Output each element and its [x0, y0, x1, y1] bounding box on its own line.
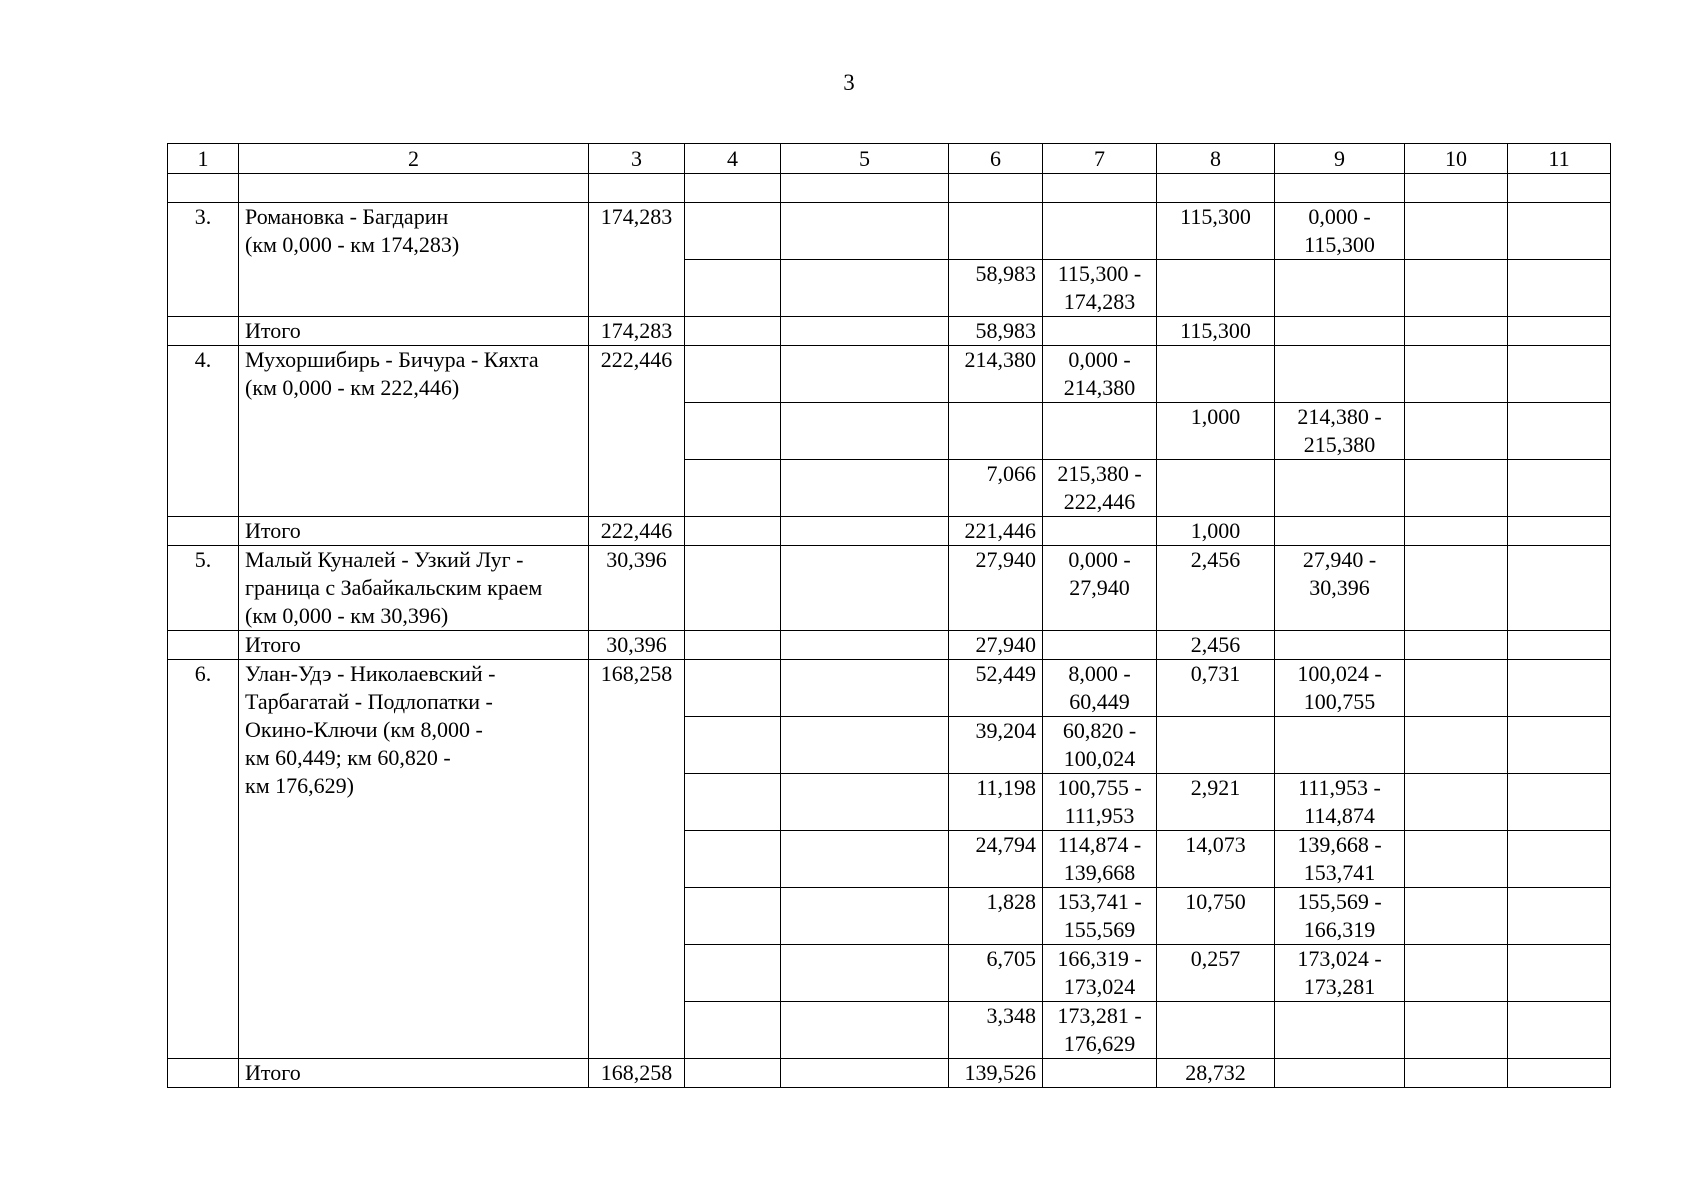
- col8-length: 2,921: [1157, 774, 1275, 831]
- col6-length: 7,066: [949, 460, 1043, 517]
- col6-length: 27,940: [949, 546, 1043, 631]
- cell-line: 114,874 -: [1057, 832, 1142, 857]
- cell-line: 114,874: [1304, 803, 1375, 828]
- col5-cell: [781, 517, 949, 546]
- section-row: [168, 346, 1611, 403]
- col11-cell: [1508, 1059, 1611, 1088]
- col4-cell: [685, 1059, 781, 1088]
- cell-line: 215,380 -: [1057, 461, 1142, 486]
- col7-range: [1043, 460, 1157, 517]
- header-cell: 9: [1275, 144, 1405, 174]
- col4-cell: [685, 317, 781, 346]
- col5-cell: [781, 945, 949, 1002]
- total-row: [168, 517, 1611, 546]
- header-cell: 3: [589, 144, 685, 174]
- cell-line: 115,300 -: [1057, 261, 1142, 286]
- cell-line: 166,319 -: [1057, 946, 1142, 971]
- col8-length: 2,456: [1157, 546, 1275, 631]
- col5-cell: [781, 260, 949, 317]
- total-row: [168, 1059, 1611, 1088]
- col9-cell: [1275, 631, 1405, 660]
- col11-cell: [1508, 717, 1611, 774]
- col11-cell: [1508, 460, 1611, 517]
- cell-line: 60,449: [1069, 689, 1130, 714]
- col4-cell: [685, 517, 781, 546]
- header-cell: 6: [949, 144, 1043, 174]
- section-number: 4.: [168, 346, 239, 517]
- cell-line: 139,668: [1063, 860, 1136, 885]
- total-row: [168, 631, 1611, 660]
- col5-cell: [781, 203, 949, 260]
- road-name: [239, 203, 589, 317]
- header-row: [168, 144, 1611, 174]
- col8-length: 115,300: [1157, 203, 1275, 260]
- cell-line: 0,000 -: [1068, 547, 1131, 572]
- col9-range: [1275, 203, 1405, 260]
- col4-cell: [685, 831, 781, 888]
- total-length: 30,396: [589, 631, 685, 660]
- col5-cell: [781, 774, 949, 831]
- col8-length: 0,731: [1157, 660, 1275, 717]
- header-cell: 8: [1157, 144, 1275, 174]
- total-label: Итого: [239, 317, 589, 346]
- total-col8: 115,300: [1157, 317, 1275, 346]
- total-label: Итого: [239, 631, 589, 660]
- col8-length: 1,000: [1157, 403, 1275, 460]
- col11-cell: [1508, 774, 1611, 831]
- col9-range: [1275, 460, 1405, 517]
- col8-length: [1157, 460, 1275, 517]
- col9-range: [1275, 831, 1405, 888]
- col10-cell: [1405, 403, 1508, 460]
- col7-range: [1043, 546, 1157, 631]
- road-length: 174,283: [589, 203, 685, 317]
- total-col6: 58,983: [949, 317, 1043, 346]
- total-length: 222,446: [589, 517, 685, 546]
- col10-cell: [1405, 660, 1508, 717]
- col7-cell: [1043, 317, 1157, 346]
- cell-line: (км 0,000 - км 30,396): [245, 603, 449, 628]
- col9-cell: [1275, 1059, 1405, 1088]
- col7-range: [1043, 774, 1157, 831]
- col6-length: 11,198: [949, 774, 1043, 831]
- header-cell: 4: [685, 144, 781, 174]
- total-col8: 2,456: [1157, 631, 1275, 660]
- col11-cell: [1508, 831, 1611, 888]
- col6-length: 39,204: [949, 717, 1043, 774]
- cell-line: граница с Забайкальским краем: [245, 575, 543, 600]
- total-num-cell: [168, 1059, 239, 1088]
- col10-cell: [1405, 546, 1508, 631]
- col9-cell: [1275, 517, 1405, 546]
- col5-cell: [781, 1002, 949, 1059]
- col11-cell: [1508, 260, 1611, 317]
- total-num-cell: [168, 317, 239, 346]
- col7-range: [1043, 660, 1157, 717]
- col5-cell: [781, 317, 949, 346]
- col7-cell: [1043, 1059, 1157, 1088]
- cell-line: 27,940 -: [1302, 547, 1377, 572]
- col10-cell: [1405, 346, 1508, 403]
- col8-length: [1157, 717, 1275, 774]
- section-row: [168, 203, 1611, 260]
- col6-length: [949, 403, 1043, 460]
- col10-cell: [1405, 945, 1508, 1002]
- col11-cell: [1508, 517, 1611, 546]
- section-number: 5.: [168, 546, 239, 631]
- total-label: Итого: [239, 517, 589, 546]
- col5-cell: [781, 346, 949, 403]
- total-label: Итого: [239, 1059, 589, 1088]
- cell-line: 100,024: [1063, 746, 1136, 771]
- cell-line: (км 0,000 - км 174,283): [245, 232, 460, 257]
- section-row: [168, 660, 1611, 717]
- col4-cell: [685, 203, 781, 260]
- col7-range: [1043, 403, 1157, 460]
- col10-cell: [1405, 1059, 1508, 1088]
- cell-line: 215,380: [1303, 432, 1376, 457]
- col4-cell: [685, 888, 781, 945]
- col10-cell: [1405, 517, 1508, 546]
- road-name: [239, 660, 589, 1059]
- cell-line: Малый Куналей - Узкий Луг -: [245, 547, 524, 572]
- col6-length: 1,828: [949, 888, 1043, 945]
- cell-line: 173,024: [1063, 974, 1136, 999]
- cell-line: 153,741: [1303, 860, 1376, 885]
- cell-line: 111,953: [1064, 803, 1135, 828]
- cell-line: 27,940: [1069, 575, 1130, 600]
- col9-range: [1275, 717, 1405, 774]
- col4-cell: [685, 260, 781, 317]
- total-num-cell: [168, 517, 239, 546]
- col4-cell: [685, 774, 781, 831]
- cell-line: 100,024 -: [1297, 661, 1382, 686]
- cell-line: Тарбагатай - Подлопатки -: [245, 689, 493, 714]
- total-length: 168,258: [589, 1059, 685, 1088]
- total-col6: 221,446: [949, 517, 1043, 546]
- col7-range: [1043, 717, 1157, 774]
- cell-line: 0,000 -: [1068, 347, 1131, 372]
- col4-cell: [685, 546, 781, 631]
- col11-cell: [1508, 888, 1611, 945]
- col10-cell: [1405, 260, 1508, 317]
- col5-cell: [781, 631, 949, 660]
- col5-cell: [781, 888, 949, 945]
- cell-line: км 60,449; км 60,820 -: [245, 745, 451, 770]
- col11-cell: [1508, 660, 1611, 717]
- col10-cell: [1405, 1002, 1508, 1059]
- cell-line: 100,755 -: [1057, 775, 1142, 800]
- col7-range: [1043, 260, 1157, 317]
- col4-cell: [685, 660, 781, 717]
- col6-length: 24,794: [949, 831, 1043, 888]
- blank-row: [168, 174, 1611, 203]
- col9-range: [1275, 546, 1405, 631]
- col9-range: [1275, 660, 1405, 717]
- col4-cell: [685, 631, 781, 660]
- road-length: 168,258: [589, 660, 685, 1059]
- section-row: [168, 546, 1611, 631]
- cell-line: 155,569: [1063, 917, 1136, 942]
- col10-cell: [1405, 717, 1508, 774]
- col8-length: [1157, 346, 1275, 403]
- col7-range: [1043, 945, 1157, 1002]
- col11-cell: [1508, 631, 1611, 660]
- col5-cell: [781, 831, 949, 888]
- col7-range: [1043, 1002, 1157, 1059]
- header-cell: 1: [168, 144, 239, 174]
- cell-line: Улан-Удэ - Николаевский -: [245, 661, 496, 686]
- cell-line: 174,283: [1063, 289, 1136, 314]
- cell-line: 60,820 -: [1062, 718, 1137, 743]
- col5-cell: [781, 660, 949, 717]
- col8-length: [1157, 260, 1275, 317]
- col8-length: 0,257: [1157, 945, 1275, 1002]
- cell-line: 153,741 -: [1057, 889, 1142, 914]
- col7-range: [1043, 346, 1157, 403]
- cell-line: 214,380 -: [1297, 404, 1382, 429]
- col9-range: [1275, 260, 1405, 317]
- col10-cell: [1405, 831, 1508, 888]
- cell-line: 176,629: [1063, 1031, 1136, 1056]
- col7-range: [1043, 831, 1157, 888]
- header-cell: 11: [1508, 144, 1611, 174]
- col4-cell: [685, 460, 781, 517]
- col6-length: 3,348: [949, 1002, 1043, 1059]
- road-length: 222,446: [589, 346, 685, 517]
- col9-cell: [1275, 317, 1405, 346]
- total-num-cell: [168, 631, 239, 660]
- total-row: [168, 317, 1611, 346]
- col7-range: [1043, 203, 1157, 260]
- col9-range: [1275, 346, 1405, 403]
- col10-cell: [1405, 460, 1508, 517]
- page-number: 3: [843, 70, 855, 95]
- col11-cell: [1508, 203, 1611, 260]
- total-length: 174,283: [589, 317, 685, 346]
- col9-range: [1275, 945, 1405, 1002]
- total-col8: 1,000: [1157, 517, 1275, 546]
- header-cell: 5: [781, 144, 949, 174]
- cell-line: 100,755: [1303, 689, 1376, 714]
- col4-cell: [685, 717, 781, 774]
- road-name: [239, 346, 589, 517]
- cell-line: (км 0,000 - км 222,446): [245, 375, 460, 400]
- road-name: [239, 546, 589, 631]
- col8-length: 10,750: [1157, 888, 1275, 945]
- cell-line: 173,281: [1303, 974, 1376, 999]
- col5-cell: [781, 546, 949, 631]
- col4-cell: [685, 945, 781, 1002]
- cell-line: 8,000 -: [1068, 661, 1131, 686]
- cell-line: 111,953 -: [1298, 775, 1381, 800]
- col9-range: [1275, 888, 1405, 945]
- cell-line: 173,281 -: [1057, 1003, 1142, 1028]
- total-col8: 28,732: [1157, 1059, 1275, 1088]
- cell-line: 139,668 -: [1297, 832, 1382, 857]
- total-col6: 27,940: [949, 631, 1043, 660]
- col9-range: [1275, 774, 1405, 831]
- col9-range: [1275, 1002, 1405, 1059]
- col6-length: 52,449: [949, 660, 1043, 717]
- cell-line: Романовка - Багдарин: [245, 204, 449, 229]
- col4-cell: [685, 346, 781, 403]
- header-cell: 10: [1405, 144, 1508, 174]
- col9-range: [1275, 403, 1405, 460]
- road-length: 30,396: [589, 546, 685, 631]
- cell-line: 173,024 -: [1297, 946, 1382, 971]
- road-sections-table: [167, 143, 1611, 1088]
- cell-line: Мухоршибирь - Бичура - Кяхта: [245, 347, 539, 372]
- section-number: 3.: [168, 203, 239, 317]
- col6-length: 58,983: [949, 260, 1043, 317]
- col8-length: 14,073: [1157, 831, 1275, 888]
- col11-cell: [1508, 403, 1611, 460]
- col5-cell: [781, 717, 949, 774]
- col10-cell: [1405, 888, 1508, 945]
- col4-cell: [685, 403, 781, 460]
- col11-cell: [1508, 346, 1611, 403]
- col11-cell: [1508, 317, 1611, 346]
- cell-line: 166,319: [1303, 917, 1376, 942]
- col4-cell: [685, 1002, 781, 1059]
- cell-line: 30,396: [1309, 575, 1370, 600]
- cell-line: 115,300: [1304, 232, 1375, 257]
- col8-length: [1157, 1002, 1275, 1059]
- cell-line: 214,380: [1063, 375, 1136, 400]
- header-cell: 2: [239, 144, 589, 174]
- cell-line: 222,446: [1063, 489, 1136, 514]
- col11-cell: [1508, 1002, 1611, 1059]
- cell-line: Окино-Ключи (км 8,000 -: [245, 717, 483, 742]
- col7-cell: [1043, 631, 1157, 660]
- col10-cell: [1405, 774, 1508, 831]
- cell-line: 155,569 -: [1297, 889, 1382, 914]
- total-col6: 139,526: [949, 1059, 1043, 1088]
- col5-cell: [781, 403, 949, 460]
- col5-cell: [781, 1059, 949, 1088]
- cell-line: км 176,629): [245, 773, 354, 798]
- col6-length: 6,705: [949, 945, 1043, 1002]
- col7-cell: [1043, 517, 1157, 546]
- col6-length: 214,380: [949, 346, 1043, 403]
- col11-cell: [1508, 945, 1611, 1002]
- section-number: 6.: [168, 660, 239, 1059]
- col6-length: [949, 203, 1043, 260]
- col10-cell: [1405, 631, 1508, 660]
- col5-cell: [781, 460, 949, 517]
- header-cell: 7: [1043, 144, 1157, 174]
- col11-cell: [1508, 546, 1611, 631]
- col7-range: [1043, 888, 1157, 945]
- cell-line: 0,000 -: [1308, 204, 1371, 229]
- col10-cell: [1405, 317, 1508, 346]
- col10-cell: [1405, 203, 1508, 260]
